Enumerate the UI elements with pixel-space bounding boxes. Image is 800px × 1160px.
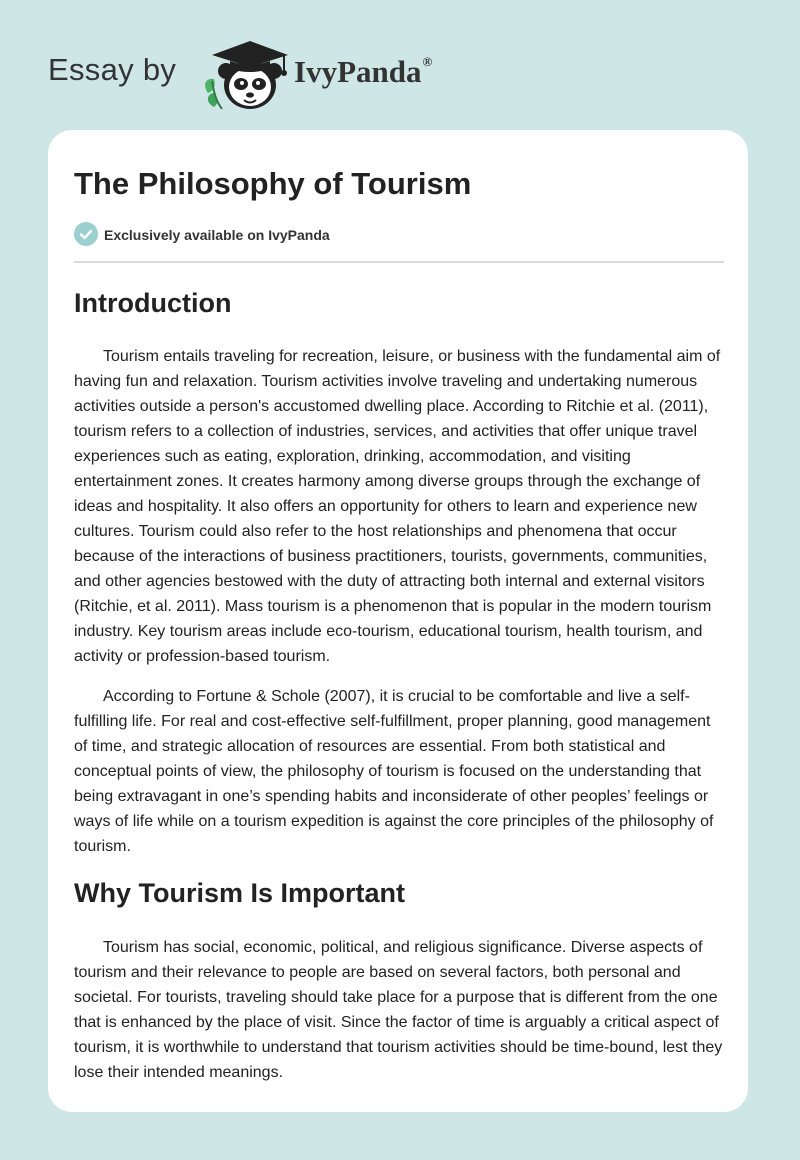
paragraph: According to Fortune & Schole (2007), it is crucial to be comfortable and live a self-fulfilling life. For real and cost-effective self-fulfillment, proper planning, good management of time, and strategic allocation of resources are essential. From both statistical and conceptual points of view, the philosophy of tourism is focused on the understanding that being extravagant in one’s spending habits and inconsiderate of other peoples’ feelings or ways of life while on a tourism expedition is against the core principles of the philosophy of tourism. (74, 688, 714, 855)
check-circle-icon (74, 222, 98, 246)
brand-name[interactable] (294, 54, 432, 90)
section-heading-why-tourism-is-important: Why Tourism Is Important (74, 878, 406, 908)
title-divider (74, 261, 724, 263)
exclusive-badge (74, 222, 674, 246)
article-card (48, 130, 748, 1112)
section-heading-introduction: Introduction (74, 288, 232, 318)
paragraph: Tourism has social, economic, political, and religious significance. Diverse aspects of tourism and their relevance to people are based on several factors, both personal and societal. For tourists, traveling should take place for a purpose that is different from the one that is enhanced by the place of visit. Since the factor of time is arguably a critical aspect of tourism, it is worthwhile to understand that tourism activities should be time-bound, lest they lose their intended meanings. (74, 939, 723, 1081)
brand-prefix: Essay by (48, 52, 177, 87)
site-header (48, 30, 752, 110)
paragraph: Tourism entails traveling for recreation, leisure, or business with the fundamental aim of having fun and relaxation. Tourism activities involve traveling and undertaking numerous activities outside a person's accustomed dwelling place. According to Ritchie et al. (2011), tourism refers to a collection of industries, services, and activities that offer unique travel experiences such as eating, exploration, drinking, accommodation, and visiting entertainment zones. It creates harmony among diverse groups through the exchange of ideas and hospitality. It also offers an opportunity for others to learn and experience new cultures. Tourism could also refer to the host relationships and phenomena that occur because of the interactions of business practitioners, tourists, governments, communities, and other agencies bestowed with the duty of attracting both internal and external visitors (Ritchie, et al. 2011). Mass tourism is a phenomenon that is popular in the modern tourism industry. Key tourism areas include eco-tourism, educational tourism, health tourism, and activity or profession-based tourism. (74, 348, 721, 665)
registered-mark: ® (422, 54, 433, 69)
brand-name-text: IvyPanda (294, 54, 422, 89)
panda-graduate-icon[interactable] (200, 35, 296, 111)
badge-text: Exclusively available on IvyPanda (104, 227, 330, 243)
page-title: The Philosophy of Tourism (74, 166, 472, 201)
